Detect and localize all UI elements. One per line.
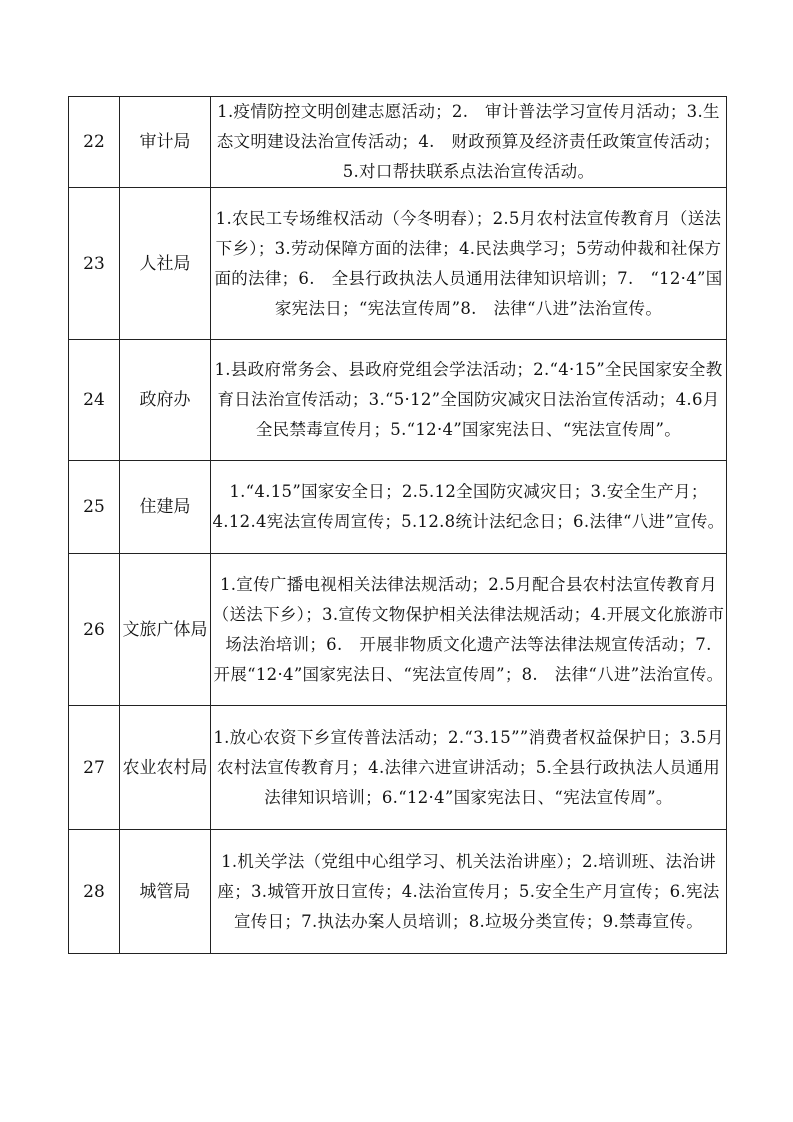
table-row [69,830,727,954]
activity-content: 1.“4.15”国家安全日；2.5.12全国防灾减灾日；3.安全生产月；4.12.4宪法宣传周宣传；5.12.8统计法纪念日；6.法律“八进”宣传。 [211,461,727,554]
row-number: 26 [69,554,120,706]
department-name: 文旅广体局 [120,554,211,706]
department-name: 城管局 [120,830,211,954]
table-row [69,340,727,461]
activity-content: 1.机关学法（党组中心组学习、机关法治讲座）；2.培训班、法治讲座；3.城管开放日宣传；4.法治宣传月；5.安全生产月宣传；6.宪法宣传日；7.执法办案人员培训；8.垃圾分类宣传；9.禁毒宣传。 [211,830,727,954]
table-row [69,461,727,554]
department-name: 住建局 [120,461,211,554]
row-number: 28 [69,830,120,954]
activity-content: 1.县政府常务会、县政府党组会学法活动；2.“4·15”全民国家安全教育日法治宣传活动；3.“5·12”全国防灾减灾日法治宣传活动；4.6月全民禁毒宣传月；5.“12·4”国家宪法日、“宪法宣传周”。 [211,340,727,461]
department-name: 政府办 [120,340,211,461]
table-row [69,706,727,830]
activity-content: 1.农民工专场维权活动（今冬明春）；2.5月农村法宣传教育月（送法下乡）；3.劳动保障方面的法律；4.民法典学习；5劳动仲裁和社保方面的法律；6. 全县行政执法人员通用法律知识培训；7. “12·4”国家宪法日；“宪法宣传周”8. 法律“八进”法治宣传。 [211,188,727,340]
activity-content: 1.疫情防控文明创建志愿活动；2. 审计普法学习宣传月活动；3.生态文明建设法治宣传活动；4. 财政预算及经济责任政策宣传活动；5.对口帮扶联系点法治宣传活动。 [211,97,727,188]
department-name: 人社局 [120,188,211,340]
department-name: 农业农村局 [120,706,211,830]
table-row [69,97,727,188]
row-number: 22 [69,97,120,188]
table-row [69,554,727,706]
row-number: 24 [69,340,120,461]
row-number: 23 [69,188,120,340]
activity-content: 1.宣传广播电视相关法律法规活动；2.5月配合县农村法宣传教育月（送法下乡）；3.宣传文物保护相关法律法规活动；4.开展文化旅游市场法治培训；6. 开展非物质文化遗产法等法律法规宣传活动；7. 开展“12·4”国家宪法日、“宪法宣传周”；8. 法律“八进”法治宣传。 [211,554,727,706]
department-name: 审计局 [120,97,211,188]
activity-table [68,96,727,954]
row-number: 25 [69,461,120,554]
activity-content: 1.放心农资下乡宣传普法活动；2.“3.15””消费者权益保护日；3.5月农村法宣传教育月；4.法律六进宣讲活动；5.全县行政执法人员通用法律知识培训；6.“12·4”国家宪法日、“宪法宣传周”。 [211,706,727,830]
row-number: 27 [69,706,120,830]
table-row [69,188,727,340]
